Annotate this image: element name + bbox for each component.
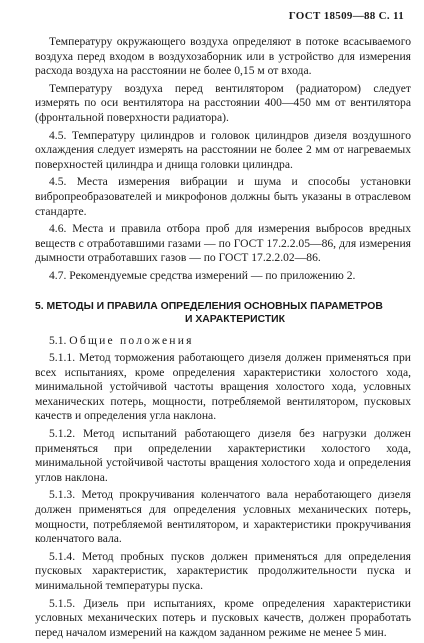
paragraph: 5.1.3. Метод прокручивания коленчатого вала неработающего дизеля должен применяться для определения условных механических потерь, мощности, потребляемой вентилятором, и характеристики прокручивания коленчатого вала. — [35, 488, 411, 546]
paragraph: 4.7. Рекомендуемые средства измерений — по приложению 2. — [49, 268, 356, 282]
paragraph: 5.1.1. Метод торможения работающего дизеля должен применяться при всех испытаниях, кроме определения характеристики холостого хода, минимальной устойчивой частоты вращения холостого хода, условных механических потерь, мощности, потребляемой вентилятором, пусковых качеств и определения угла наклона. — [35, 351, 411, 423]
paragraph: Температуру окружающего воздуха определяют в потоке всасываемого воздуха перед входом в воздухозаборник или в устройство для измерения расхода воздуха на расстоянии не более 0,15 м от входа. — [35, 35, 411, 78]
section-title-line1: 5. МЕТОДЫ И ПРАВИЛА ОПРЕДЕЛЕНИЯ ОСНОВНЫХ ПАРАМЕТРОВ — [35, 300, 383, 312]
paragraph: 4.5. Места измерения вибрации и шума и способы установки вибропреобразователей и микрофонов должны быть указаны в отраслевом стандарте. — [35, 175, 411, 218]
section-heading — [35, 300, 411, 326]
section-title-line2: И ХАРАКТЕРИСТИК — [185, 313, 285, 325]
page-header: ГОСТ 18509—88 С. 11 — [288, 10, 404, 22]
paragraph: 5.1.5. Дизель при испытаниях, кроме определения характеристики условных механических потерь и пусковых качеств, должен проработать перед началом измерений на каждом заданном режиме не менее 5 мин. — [35, 596, 411, 639]
subsection-heading — [35, 334, 411, 349]
document-body — [35, 35, 411, 643]
subsection-title: Общие положения — [69, 333, 194, 347]
paragraph: Температуру воздуха перед вентилятором (радиатором) следует измерять по оси вентилятора на расстоянии 400—450 мм от вентилятора (фронтальной поверхности радиатора). — [35, 81, 411, 124]
paragraph: 5.1.2. Метод испытаний работающего дизеля без нагрузки должен применяться при определении характеристики холостого хода, минимальной устойчивой частоты вращения холостого хода и определения углов наклона. — [35, 427, 411, 484]
paragraph: 5.1.4. Метод пробных пусков должен применяться для определения пусковых характеристик, характеристик продолжительности пуска и минимальной температуры пуска. — [35, 549, 411, 592]
paragraph: 4.6. Места и правила отбора проб для измерения выбросов вредных веществ с отработавшими газами — по ГОСТ 17.2.2.05—86, для измерения дымности отработавших газов — по ГОСТ 17.2.2.02—86. — [35, 222, 411, 265]
paragraph: 4.5. Температуру цилиндров и головок цилиндров дизеля воздушного охлаждения следует измерять на расстоянии не более 2 мм от нагреваемых поверхностей цилиндра и днища головки цилиндра. — [35, 128, 411, 171]
subsection-number: 5.1. — [49, 333, 67, 347]
